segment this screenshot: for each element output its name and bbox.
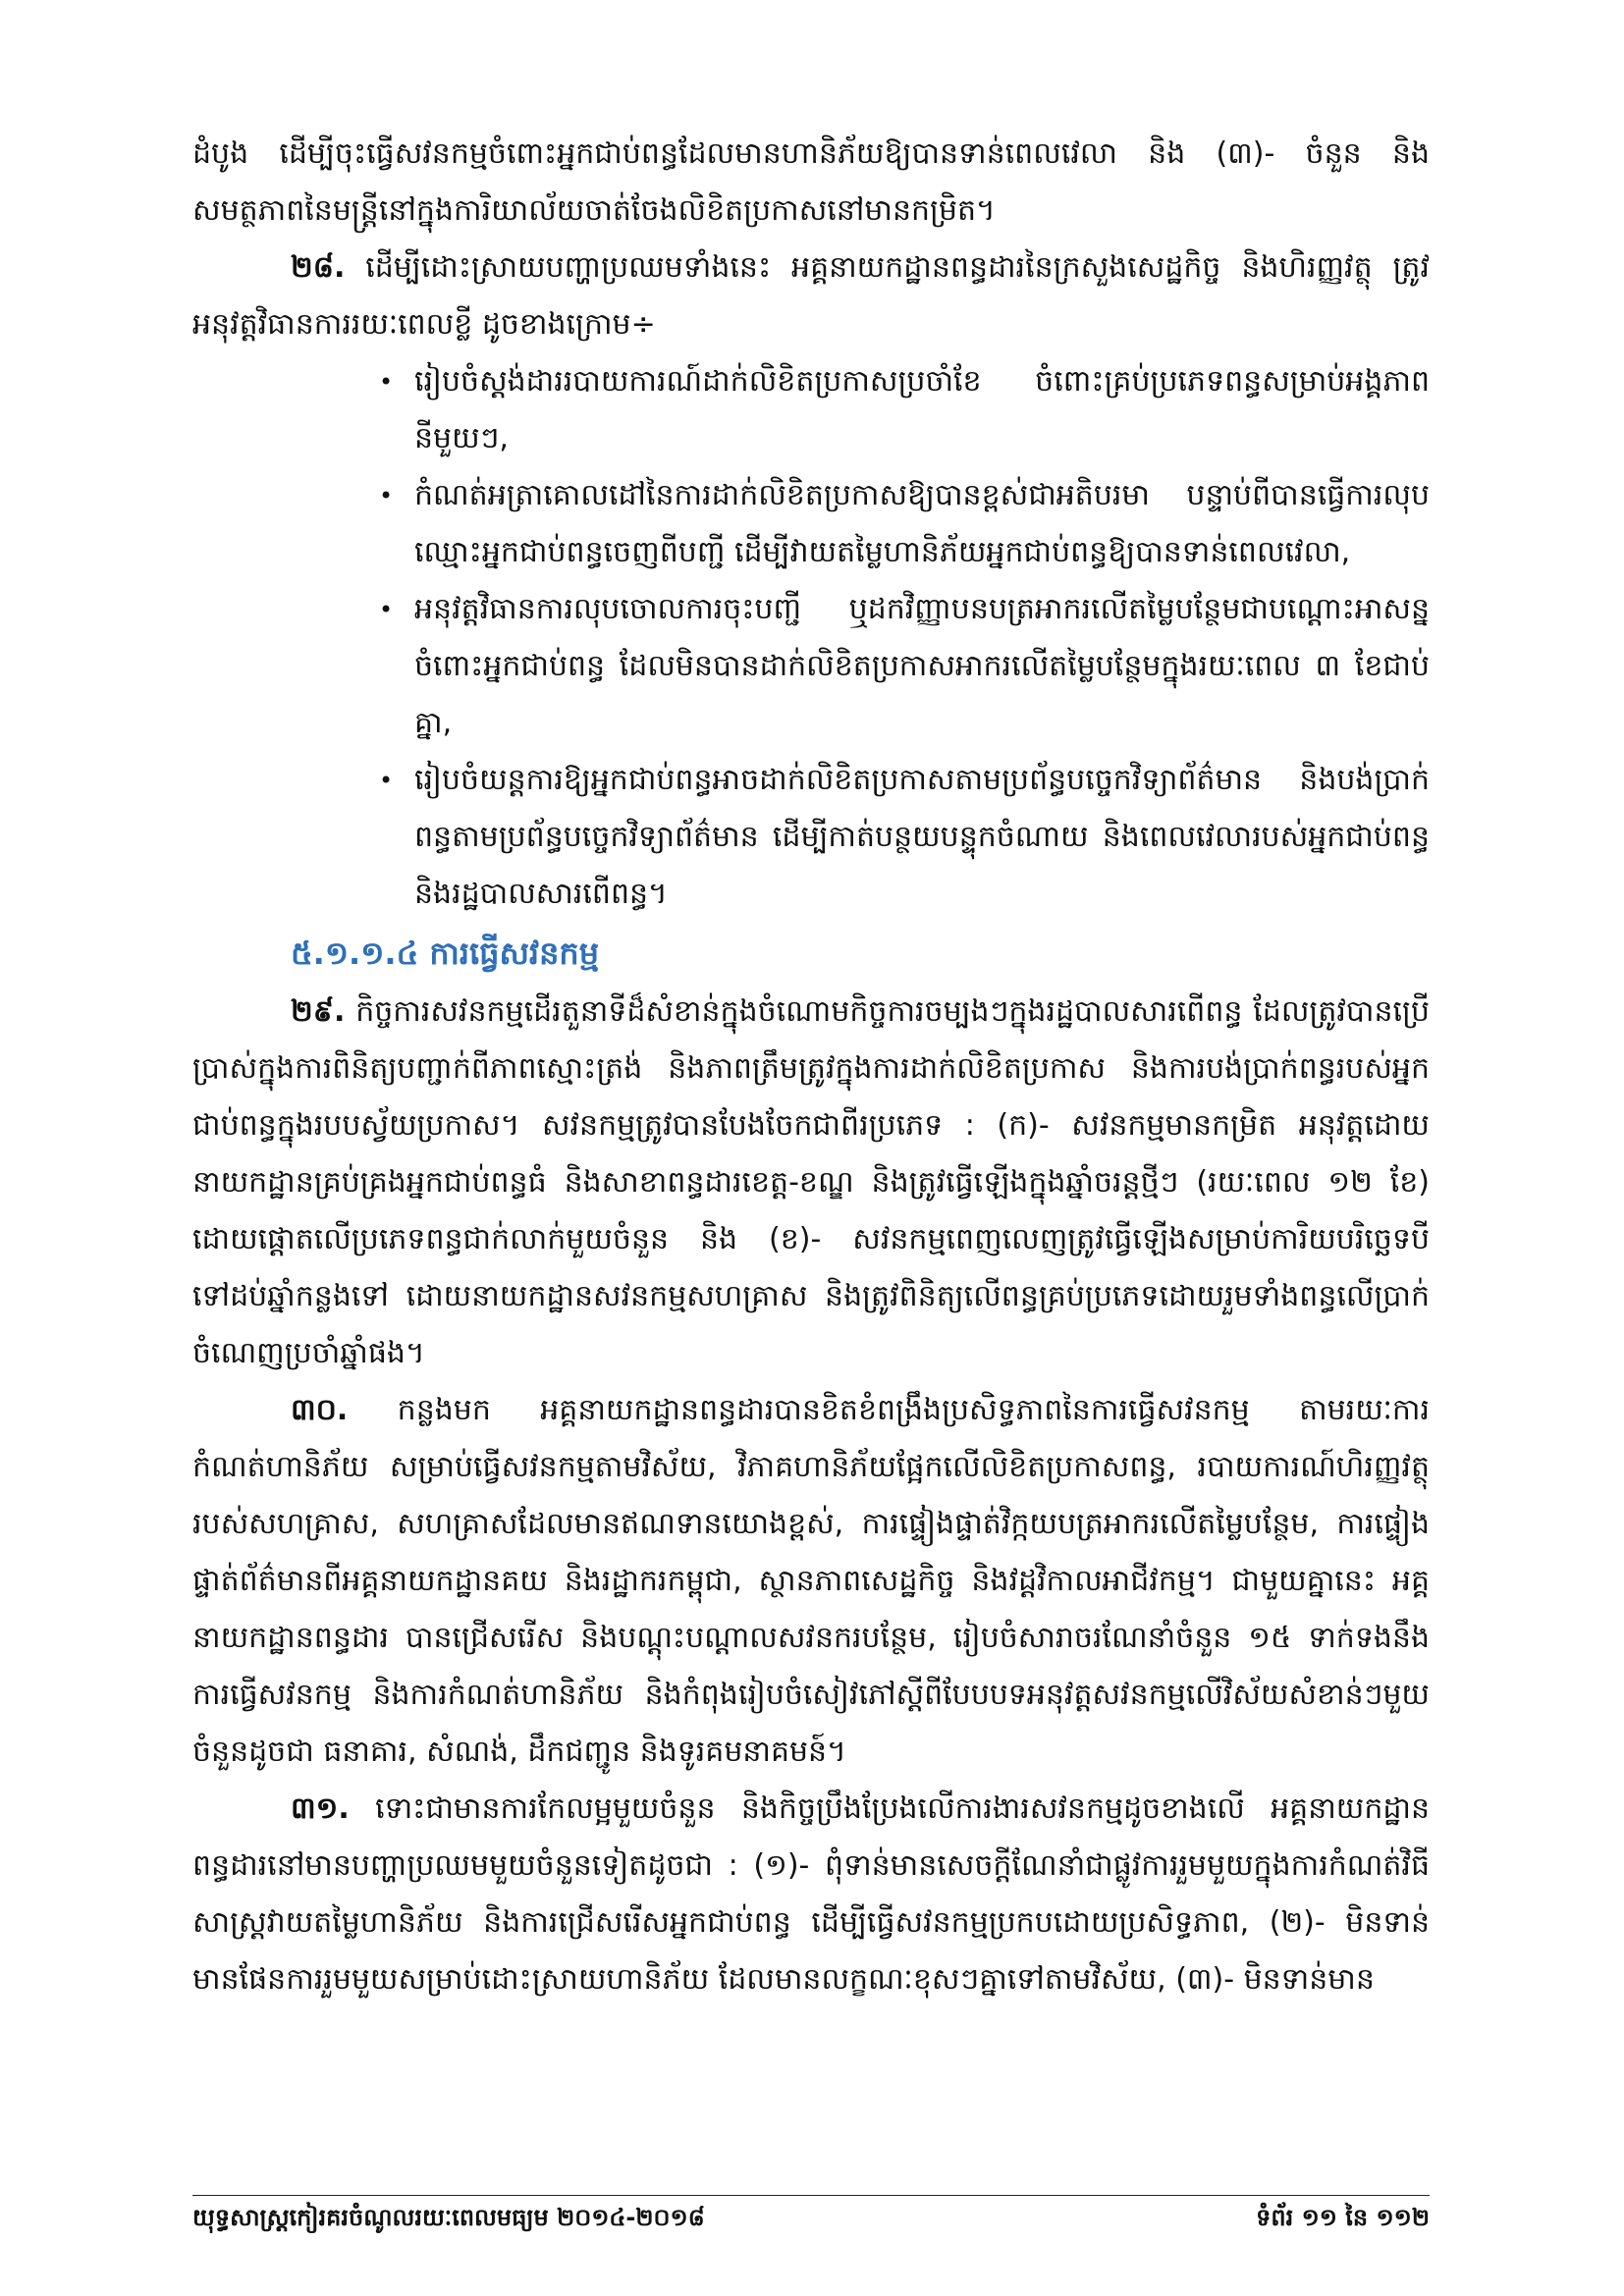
paragraph-number: ៣១. [291,1791,350,1826]
paragraph-continuation: ដំបូង ដើម្បីចុះធ្វើសវនកម្មចំពោះអ្នកជាប់ពន្ធដែលមានហានិភ័យឱ្យបានទាន់ពេលវេលា និង (៣)- ចំនួន និងសមត្ថភាពនៃមន្ត្រីនៅក្នុងការិយាល័យចាត់ចែងលិខិតប្រកាសនៅមានកម្រិត។ [192,136,1430,228]
paragraph-29 [192,984,1430,1382]
paragraph-number: ៣០. [291,1393,349,1427]
list-item [379,752,1430,923]
list-item-text: កំណត់អត្រាគោលដៅនៃការដាក់លិខិតប្រកាសឱ្យបានខ្ពស់ជាអតិបរមា បន្ទាប់ពីបានធ្វើការលុបឈ្មោះអ្នកជាប់ពន្ធចេញពីបញ្ជី ដើម្បីវាយតម្លៃហានិភ័យអ្នកជាប់ពន្ធឱ្យបានទាន់ពេលវេលា, [414,478,1430,569]
bullet-icon: • [379,482,394,509]
measures-list [192,353,1430,923]
paragraph-text: កន្លងមក អគ្គនាយកដ្ឋានពន្ធដារបានខិតខំពង្រឹងប្រសិទ្ធភាពនៃការធ្វើសវនកម្ម តាមរយៈការកំណត់ហានិភ័យ សម្រាប់ធ្វើសវនកម្មតាមវិស័យ, វិភាគហានិភ័យផ្អែកលើលិខិតប្រកាសពន្ធ, របាយការណ៍ហិរញ្ញវត្ថុរបស់សហគ្រាស, សហគ្រាសដែលមានឥណទានយោងខ្ពស់, ការផ្ទៀងផ្ទាត់វិក្កយបត្រអាករលើតម្លៃបន្ថែម, ការផ្ទៀងផ្ទាត់ព័ត៌មានពីអគ្គនាយកដ្ឋានគយ និងរដ្ឋាករកម្ពុជា, ស្ថានភាពសេដ្ឋកិច្ច និងវដ្តវិកាលអាជីវកម្ម។ ជាមួយគ្នានេះ អគ្គនាយកដ្ឋានពន្ធដារ បានជ្រើសរើស និងបណ្តុះបណ្តាលសវនករបន្ថែម, រៀបចំសារាចរណែនាំចំនួន ១៥ ទាក់ទងនឹងការធ្វើសវនកម្ម និងការកំណត់ហានិភ័យ និងកំពុងរៀបចំសៀវភៅស្តីពីបែបបទអនុវត្តសវនកម្មលើវិស័យសំខាន់ៗមួយចំនួនដូចជា ធនាគារ, សំណង់, ដឹកជញ្ជូន និងទូរគមនាគមន៍។ [192,1393,1430,1769]
footer-page-number: ទំព័រ ១១ នៃ ១១២ [1256,2204,1430,2231]
list-item-text: អនុវត្តវិធានការលុបចោលការចុះបញ្ជី ឬដកវិញ្ញាបនបត្រអាករលើតម្លៃបន្ថែមជាបណ្តោះអាសន្នចំពោះអ្នកជាប់ពន្ធ ដែលមិនបានដាក់លិខិតប្រកាសអាករលើតម្លៃបន្ថែមក្នុងរយៈពេល ៣ ខែជាប់គ្នា, [414,592,1430,740]
list-item [379,467,1430,581]
paragraph-text: ទោះជាមានការកែលម្អមួយចំនួន និងកិច្ចប្រឹងប្រែងលើការងារសវនកម្មដូចខាងលើ អគ្គនាយកដ្ឋានពន្ធដារនៅមានបញ្ហាប្រឈមមួយចំនួនទៀតដូចជា : (១)- ពុំទាន់មានសេចក្តីណែនាំជាផ្លូវការរួមមួយក្នុងការកំណត់វិធីសាស្រ្តវាយតម្លៃហានិភ័យ និងការជ្រើសរើសអ្នកជាប់ពន្ធ ដើម្បីធ្វើសវនកម្មប្រកបដោយប្រសិទ្ធភាព, (២)- មិនទាន់មានផែនការរួមមួយសម្រាប់ដោះស្រាយហានិភ័យ ដែលមានលក្ខណៈខុសៗគ្នាទៅតាមវិស័យ, (៣)- មិនទាន់មាន [192,1791,1430,1997]
list-item-text: រៀបចំស្តង់ដាររបាយការណ៍ដាក់លិខិតប្រកាសប្រចាំខែ ចំពោះគ្រប់ប្រភេទពន្ធសម្រាប់អង្គភាពនីមួយៗ, [414,364,1430,455]
footer-divider [192,2195,1430,2196]
list-item [379,353,1430,467]
bullet-icon: • [379,368,394,396]
paragraph-text: កិច្ចការសវនកម្មដើរតួនាទីដ៏សំខាន់ក្នុងចំណោមកិច្ចការចម្បងៗក្នុងរដ្ឋបាលសារពើពន្ធ ដែលត្រូវបានប្រើប្រាស់ក្នុងការពិនិត្យបញ្ជាក់ពីភាពស្មោះត្រង់ និងភាពត្រឹមត្រូវក្នុងការដាក់លិខិតប្រកាស និងការបង់ប្រាក់ពន្ធរបស់អ្នកជាប់ពន្ធក្នុងរបបស្វ័យប្រកាស។ សវនកម្មត្រូវបានបែងចែកជាពីរប្រភេទ : (ក)- សវនកម្មមានកម្រិត អនុវត្តដោយនាយកដ្ឋានគ្រប់គ្រងអ្នកជាប់ពន្ធធំ និងសាខាពន្ធដារខេត្ត-ខណ្ឌ និងត្រូវធ្វើឡើងក្នុងឆ្នាំចរន្តថ្មីៗ (រយៈពេល ១២ ខែ) ដោយផ្តោតលើប្រភេទពន្ធជាក់លាក់មួយចំនួន និង (ខ)- សវនកម្មពេញលេញត្រូវធ្វើឡើងសម្រាប់ការិយបរិច្ឆេទបីទៅដប់ឆ្នាំកន្លងទៅ ដោយនាយកដ្ឋានសវនកម្មសហគ្រាស និងត្រូវពិនិត្យលើពន្ធគ្រប់ប្រភេទដោយរួមទាំងពន្ធលើប្រាក់ចំណេញប្រចាំឆ្នាំផង។ [192,994,1430,1370]
paragraph-31 [192,1781,1430,2008]
section-heading: ៥.១.១.៤ ការធ្វើសវនកម្ម [291,934,600,972]
paragraph-text: ដើម្បីដោះស្រាយបញ្ហាប្រឈមទាំងនេះ អគ្គនាយកដ្ឋានពន្ធដារនៃក្រសួងសេដ្ឋកិច្ច និងហិរញ្ញវត្ថុ ត្រូវអនុវត្តវិធានការរយៈពេលខ្លី ដូចខាងក្រោម÷ [192,250,1430,342]
page-content [192,126,1430,2008]
list-item-text: រៀបចំយន្តការឱ្យអ្នកជាប់ពន្ធអាចដាក់លិខិតប្រកាសតាមប្រព័ន្ធបច្ចេកវិទ្យាព័ត៌មាន និងបង់ប្រាក់ពន្ធតាមប្រព័ន្ធបច្ចេកវិទ្យាព័ត៌មាន ដើម្បីកាត់បន្ថយបន្ទុកចំណាយ និងពេលវេលារបស់អ្នកជាប់ពន្ធ និងរដ្ឋបាលសារពើពន្ធ។ [414,763,1430,911]
page-footer [192,2203,1430,2237]
bullet-icon: • [379,596,394,623]
footer-document-title: យុទ្ធសាស្ត្រកៀរគរចំណូលរយៈពេលមធ្យម ២០១៤-២០១៨ [192,2204,705,2231]
paragraph-number: ២៩. [291,994,346,1029]
paragraph-number: ២៨. [291,250,346,285]
list-item [379,581,1430,752]
paragraph-28 [192,240,1430,353]
paragraph-30 [192,1382,1430,1781]
bullet-icon: • [379,767,394,794]
